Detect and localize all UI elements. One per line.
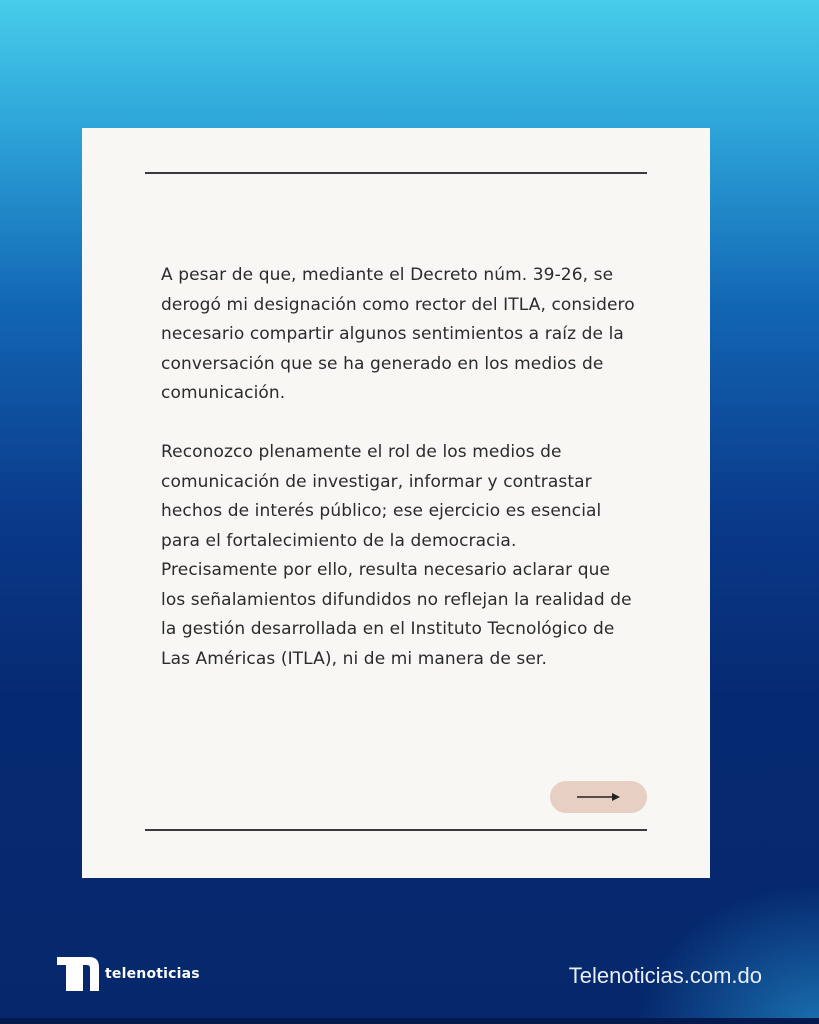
next-slide-button[interactable] bbox=[550, 781, 647, 813]
site-url[interactable]: Telenoticias.com.do bbox=[568, 963, 762, 988]
telenoticias-logo-icon bbox=[55, 954, 101, 994]
bottom-bar bbox=[0, 1018, 819, 1024]
statement-paragraph-2: Reconozco plenamente el rol de los medios de comunicación de investigar, informar y contrastar hechos de interés público; ese ejercicio es esencial para el fortalecimiento de la democracia. Precisamente por ello, resulta necesario aclarar que los señalamientos difundidos no reflejan la realidad de la gestión desarrollada en el Instituto Tecnológico de Las Américas (ITLA), ni de mi manera de ser. bbox=[161, 442, 632, 669]
statement-text bbox=[161, 261, 636, 674]
statement-paragraph-1: A pesar de que, mediante el Decreto núm. 39-26, se derogó mi designación como rector del ITLA, considero necesario compartir algunos sentimientos a raíz de la conversación que se ha generado en los medios de comunicación. bbox=[161, 265, 635, 403]
post-card bbox=[82, 128, 710, 878]
brand-name: telenoticias bbox=[105, 966, 200, 982]
top-divider bbox=[145, 172, 647, 174]
bottom-divider bbox=[145, 829, 647, 831]
arrow-right-icon bbox=[576, 790, 622, 804]
